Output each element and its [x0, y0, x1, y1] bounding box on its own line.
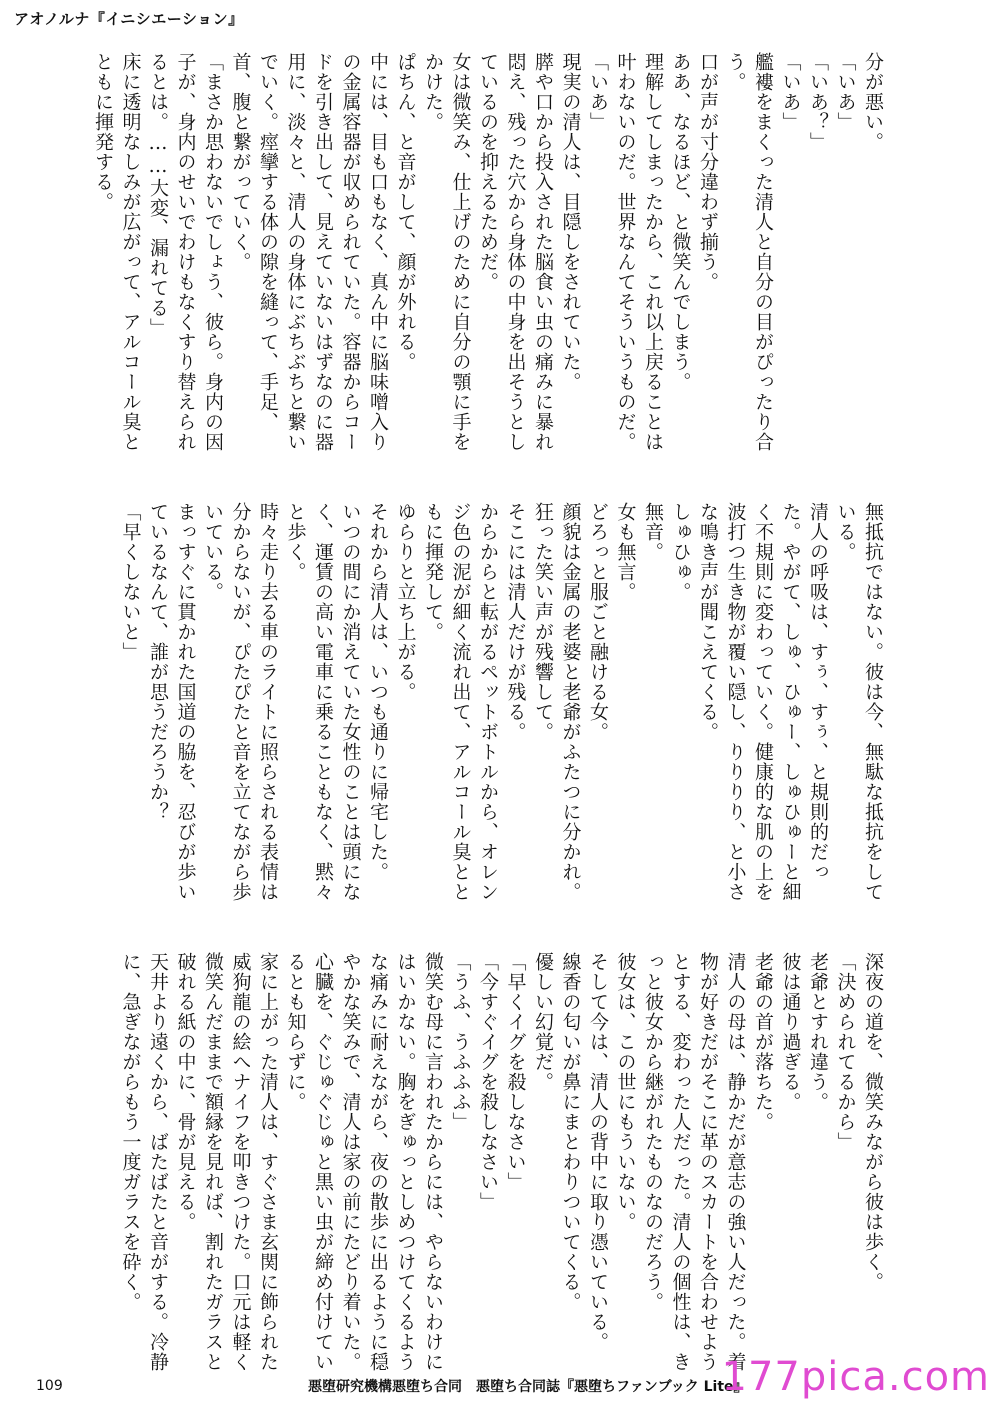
text-paragraph: 顔貌は金属の老婆と老爺がふたつに分かれ。 [559, 502, 582, 902]
text-paragraph: 「いあ」 [779, 52, 802, 132]
text-paragraph: 深夜の道を、微笑みながら彼は歩く。 [862, 952, 884, 1292]
text-paragraph: 老爺とすれ違う。 [807, 952, 829, 1112]
text-paragraph: 時々走り去る車のライトに照らされる表情は分からないが、ぴたぴたと音を立てながら歩いている。 [202, 502, 279, 902]
text-paragraph: ぱちん、と音がして、顔が外れる。 [394, 52, 417, 372]
text-column-middle [116, 502, 886, 912]
text-paragraph: 無音。 [642, 502, 664, 562]
text-paragraph: ああ、なるほど、と微笑んでしまう。 [669, 52, 692, 392]
text-paragraph: 「早くイグを殺しなさい」 [504, 952, 527, 1192]
text-paragraph: 線香の匂いが鼻にまとわりついてくる。 [559, 952, 582, 1312]
text-paragraph: 清人の呼吸は、すぅ、すぅ、と規則的だった。やがて、しゅ、ひゅー、しゅひゅーと細く不規則に変わっていく。健康的な肌の上を波打つ生き物が覆い隠し、りりりり、と小さな鳴き声が聞こえてくる。 [697, 502, 829, 902]
text-paragraph: どろっと服ごと融ける女。 [587, 502, 609, 742]
text-paragraph: 「早くしないと」 [119, 502, 142, 662]
text-paragraph: 「いあ」 [587, 52, 609, 132]
text-paragraph: そこには清人だけが残る。 [504, 502, 527, 742]
text-paragraph: 現実の清人は、目隠しをされていた。 [559, 52, 582, 392]
text-paragraph: 家に上がった清人は、すぐさま玄関に飾られた威狗龍の絵へナイフを叩きつけた。口元は軽く微笑んだままで額縁を見れば、割れたガラスと破れる紙の中に、骨が見える。 [174, 952, 279, 1372]
text-paragraph: 「いあ？」 [807, 52, 829, 152]
text-paragraph: 「まさか思わないでしょう、彼ら。身内の因子が、身内のせいでわけもなくすり替えられるとは。……大変、漏れてる」 [147, 52, 224, 452]
text-paragraph: 清人の母は、静かだが意志の強い人だった。着物が好きだがそこに革のスカートを合わせようとする、変わった人だった。清人の個性は、きっと彼女から継がれたものなのだろう。 [642, 952, 747, 1372]
text-paragraph: 彼女は、この世にもういない。 [614, 952, 637, 1232]
text-paragraph: 理解してしまったから、これ以上戻ることは叶わないのだ。世界なんてそういうものだ。 [614, 52, 664, 452]
text-paragraph: 膵や口から投入された脳食い虫の痛みに暴れ悶え、残った穴から身体の中身を出そうとしているのを抑えるためだ。 [477, 52, 554, 452]
text-paragraph: 女は微笑み、仕上げのために自分の顎に手をかけた。 [422, 52, 472, 452]
running-title: アオノルナ『イニシエーション』 [14, 10, 244, 28]
text-paragraph: 狂った笑い声が残響して。 [532, 502, 554, 742]
text-paragraph: 女も無言。 [614, 502, 637, 602]
text-column-lower [116, 952, 886, 1372]
text-paragraph: 「今すぐイグを殺しなさい」 [477, 952, 499, 1212]
text-paragraph: 老爺の首が落ちた。 [752, 952, 774, 1132]
text-paragraph: 「決められてるから」 [834, 952, 857, 1152]
text-paragraph: 床に透明なしみが広がって、アルコール臭とともに揮発する。 [92, 52, 142, 452]
text-paragraph: しゅひゅ。 [669, 502, 692, 602]
text-paragraph: そして今は、清人の背中に取り憑いている。 [587, 952, 609, 1352]
text-paragraph: 優しい幻覚だ。 [532, 952, 554, 1092]
text-paragraph: 中には、目も口もなく、真ん中に脳味噌入りの金属容器が収められていた。容器からコードを引き出して、見えていないはずなのに器用に、淡々と、清人の身体にぶちぶちと繋いでいく。痙攣する体の隙を縫って、手足、首、腹と繋がっていく。 [229, 52, 389, 452]
text-paragraph: 口が声が寸分違わず揃う。 [697, 52, 719, 292]
watermark: 177pica.com [721, 1354, 990, 1400]
book-title: 悪堕研究機構悪堕ち合同 悪堕ち合同誌『悪堕ちファンブック Lite』 [308, 1379, 748, 1395]
text-paragraph: 天井より遠くから、ばたばたと音がする。冷静に、急ぎながらもう一度ガラスを砕く。 [119, 952, 169, 1372]
text-column-upper [89, 52, 887, 462]
text-paragraph: 微笑む母に言われたからには、やらないわけにはいかない。胸をぎゅっとしめつけてくるような痛みに耐えながら、夜の散歩に出るように穏やかな笑みで、清人は家の前にたどり着いた。心臓を、ぐじゅぐじゅと黒い虫が締め付けているとも知らずに。 [284, 952, 444, 1372]
text-paragraph: からからと転がるペットボトルから、オレンジ色の泥が細く流れ出て、アルコール臭とともに揮発して。 [422, 502, 499, 902]
text-paragraph: 無抵抗ではない。彼は今、無駄な抵抗をしている。 [834, 502, 884, 902]
text-paragraph: 艦褸をまくった清人と自分の目がぴったり合う。 [724, 52, 774, 452]
text-paragraph: 彼は通り過ぎる。 [779, 952, 802, 1112]
text-paragraph: それから清人は、いつも通りに帰宅した。 [367, 502, 389, 882]
text-paragraph: 「うふ、うふふふ」 [449, 952, 472, 1132]
page-number: 109 [36, 1378, 63, 1394]
text-paragraph: 「いあ」 [834, 52, 857, 132]
text-paragraph: まっすぐに貫かれた国道の脇を、忍びが歩いているなんて、誰が思うだろうか？ [147, 502, 197, 902]
text-paragraph: ゆらりと立ち上がる。 [394, 502, 417, 702]
text-paragraph: 分が悪い。 [862, 52, 884, 152]
text-paragraph: いつの間にか消えていた女性のことは頭になく、運賃の高い電車に乗ることもなく、黙々と歩く。 [284, 502, 362, 902]
